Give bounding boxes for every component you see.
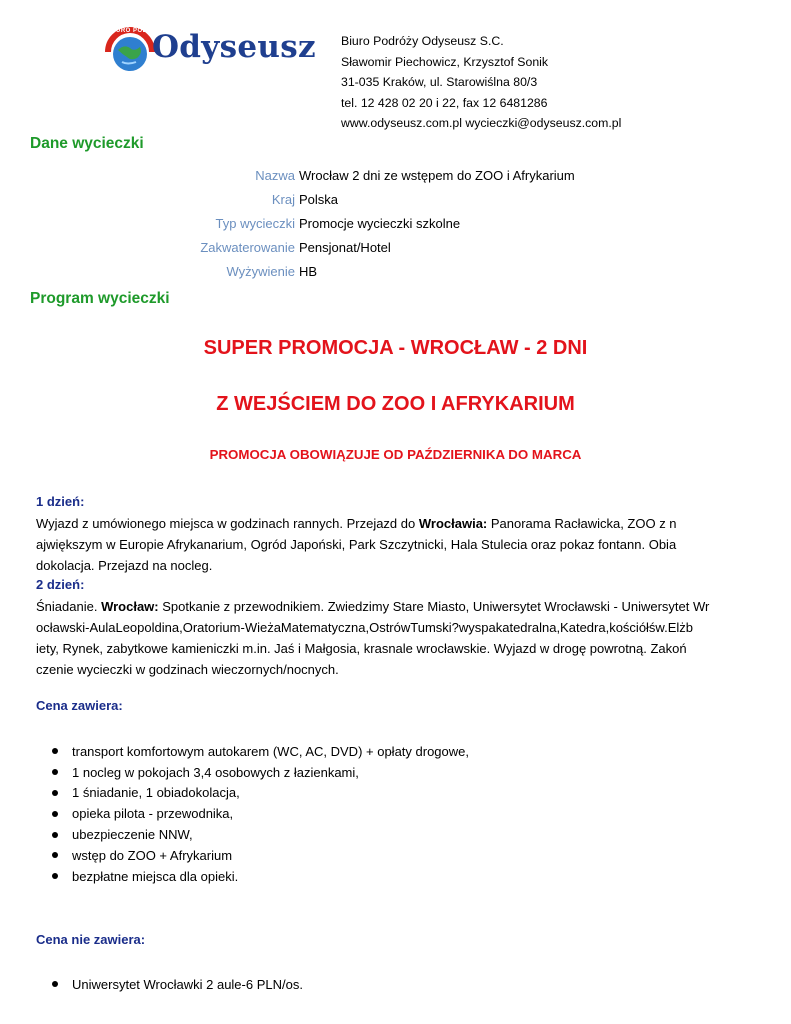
detail-row-board [0,259,791,283]
detail-value: Wrocław 2 dni ze wstępem do ZOO i Afrykarium [299,167,575,183]
detail-row-country [0,187,791,211]
detail-row-type [0,211,791,235]
address-line-web[interactable]: www.odyseusz.com.pl wycieczki@odyseusz.com.pl [341,116,622,131]
text-line: ocławski-AulaLeopoldina,Oratorium-WieżaMatematyczna,OstrówTumski?wyspakatedralna,Katedra,kościółśw.Elżb [36,620,694,635]
detail-value: Pensjonat/Hotel [299,239,391,255]
promo-validity: PROMOCJA OBOWIĄZUJE OD PAŹDZIERNIKA DO MARCA [209,447,582,462]
detail-label: Typ wycieczki [215,215,295,231]
address-line: 31-035 Kraków, ul. Starowiślna 80/3 [341,75,538,90]
text-line: dokolacja. Przejazd na nocleg. [36,558,213,573]
program-heading: Program wycieczki [30,290,170,307]
bullet-icon [52,832,58,838]
detail-label: Kraj [271,191,295,207]
detail-row-name [0,163,791,187]
address-line: Sławomir Piechowicz, Krzysztof Sonik [341,54,549,69]
detail-row-accommodation [0,235,791,259]
bullet-icon [52,811,58,817]
list-item: transport komfortowym autokarem (WC, AC, DVD) + opłaty drogowe, [52,741,469,762]
text-line: ajwiększym w Europie Afrykanarium, Ogród Japoński, Park Szczytnicki, Hala Stulecia oraz pokaz fontann. Obia [36,537,677,552]
bullet-icon [52,852,58,858]
list-item: Uniwersytet Wrocławki 2 aule-6 PLN/os. [52,974,303,995]
company-logo[interactable] [104,26,316,78]
bullet-icon [52,748,58,754]
list-item: bezpłatne miejsca dla opieki. [52,866,469,887]
trip-details-heading: Dane wycieczki [30,135,144,152]
text-line: iety, Rynek, zabytkowe kamieniczki m.in. Jaś i Małgosia, krasnale wrocławskie. Wyjazd w drogę powrotną. Zakoń [36,641,687,656]
detail-label: Nazwa [255,167,295,183]
detail-value: Polska [299,191,339,207]
list-item: opieka pilota - przewodnika, [52,803,469,824]
price-excludes-title: Cena nie zawiera: [36,932,146,947]
promo-subheadline: Z WEJŚCIEM DO ZOO I AFRYKARIUM [216,393,575,415]
address-line: Biuro Podróży Odyseusz S.C. [341,34,504,48]
logo-wordmark: Odyseusz [152,29,316,65]
text-line: Śniadanie. Wrocław: Spotkanie z przewodnikiem. Zwiedzimy Stare Miasto, Uniwersytet Wrocławski - Uniwersytet Wr [36,599,710,614]
bullet-icon [52,873,58,879]
list-item: 1 nocleg w pokojach 3,4 osobowych z łazienkami, [52,762,469,783]
list-item: ubezpieczenie NNW, [52,824,469,845]
day1-title: 1 dzień: [36,494,85,509]
price-includes-list [52,741,469,887]
bullet-icon [52,981,58,987]
trip-details-table [0,163,791,283]
promo-headline: SUPER PROMOCJA - WROCŁAW - 2 DNI [203,337,588,359]
bullet-icon [52,769,58,775]
day2-title: 2 dzień: [36,577,85,592]
detail-value: Promocje wycieczki szkolne [299,215,461,231]
text-line: Wyjazd z umówionego miejsca w godzinach rannych. Przejazd do Wrocławia: Panorama Racławicka, ZOO z n [36,516,677,531]
detail-value: HB [299,263,318,279]
list-item: wstęp do ZOO + Afrykarium [52,845,469,866]
price-excludes-list [52,974,303,995]
price-includes-title: Cena zawiera: [36,698,123,713]
bullet-icon [52,790,58,796]
list-item: 1 śniadanie, 1 obiadokolacja, [52,783,469,804]
logo-badge-text: BIURO PODRÓŻY [109,28,167,34]
detail-label: Zakwaterowanie [200,239,295,255]
day2-description [36,596,766,680]
address-line: tel. 12 428 02 20 i 22, fax 12 6481286 [341,95,548,110]
detail-label: Wyżywienie [226,263,295,279]
day1-description [36,513,766,576]
agency-address [341,31,621,134]
text-line: czenie wycieczki w godzinach wieczornych/nocnych. [36,662,339,677]
